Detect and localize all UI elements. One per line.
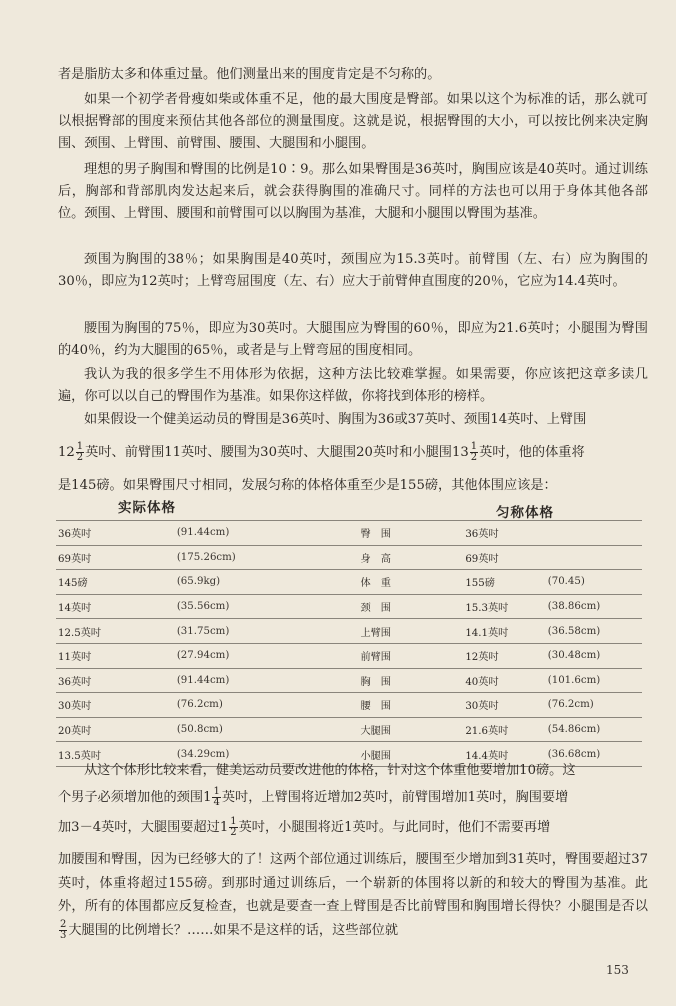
ideal-metric-value: (76.2cm) xyxy=(546,693,642,718)
table-row xyxy=(56,521,642,546)
ideal-value: 30英吋 xyxy=(463,693,545,718)
paragraph-7 xyxy=(58,409,648,431)
actual-value: 14英吋 xyxy=(56,594,175,619)
ideal-value: 36英吋 xyxy=(463,521,545,546)
fraction-whole: 13 xyxy=(452,445,469,460)
ideal-value: 14.1英吋 xyxy=(463,619,545,644)
paragraph-8-line-4 xyxy=(58,848,648,942)
paragraph-8-text: 大腿围的比例增长？……如果不是这样的话，这些部位就 xyxy=(68,922,399,938)
paragraph-8-text: 英吋，小腿围将近1英吋。与此同时，他们不需要再增 xyxy=(238,820,551,835)
body-part-label: 上臂围 xyxy=(336,619,463,644)
ideal-metric-value: (70.45) xyxy=(546,570,642,595)
actual-value: 36英吋 xyxy=(56,668,175,693)
table-header-ideal: 匀称体格 xyxy=(496,505,554,521)
ideal-value: 14.4英吋 xyxy=(463,742,545,767)
body-part-label: 腰 围 xyxy=(336,693,463,718)
actual-metric-value: (35.56cm) xyxy=(175,594,337,619)
paragraph-7-text: 英吋、前臂围11英吋、腰围为30英吋、大腿围20英吋和小腿围 xyxy=(85,445,452,460)
paragraph-7-text: 英吋，他的体重将 xyxy=(479,445,585,460)
actual-value: 13.5英吋 xyxy=(56,742,175,767)
actual-metric-value: (27.94cm) xyxy=(175,643,337,668)
table-row xyxy=(56,693,642,718)
body-part-label: 体 重 xyxy=(336,570,463,595)
paragraph-5: 腰围为胸围的75％，即应为30英吋。大腿围应为臀围的60％，即应为21.6英吋；小腿围为臀围的40％，约为大腿围的65％，或者是与上臂弯屈的围度相同。 xyxy=(58,321,648,358)
actual-value: 12.5英吋 xyxy=(56,619,175,644)
table-row xyxy=(56,570,642,595)
body-part-label: 小腿围 xyxy=(336,742,463,767)
paragraph-8-text: 加3－4英吋，大腿围要超过 xyxy=(58,820,220,835)
fraction-whole: 12 xyxy=(58,445,75,460)
ideal-value: 155磅 xyxy=(463,570,545,595)
ideal-value: 21.6英吋 xyxy=(463,717,545,742)
fraction-whole: 1 xyxy=(203,790,212,805)
body-part-label: 身 高 xyxy=(336,545,463,570)
body-part-label: 大腿围 xyxy=(336,717,463,742)
actual-metric-value: (50.8cm) xyxy=(175,717,337,742)
paragraph-1: 者是脂肪太多和体重过量。他们测量出来的围度肯定是不匀称的。 xyxy=(58,67,441,82)
ideal-metric-value: (36.58cm) xyxy=(546,619,642,644)
ideal-value: 12英吋 xyxy=(463,643,545,668)
actual-metric-value: (31.75cm) xyxy=(175,619,337,644)
fraction-whole: 1 xyxy=(219,820,229,835)
actual-value: 20英吋 xyxy=(56,717,175,742)
body-part-label: 前臂围 xyxy=(336,643,463,668)
fraction-one-half: $\frac{1}{2}$ xyxy=(470,441,478,463)
paragraph-7-line-3: 是145磅。如果臀围尺寸相同，发展匀称的体格体重至少是155磅，其他体围应该是： xyxy=(58,478,557,493)
paragraph-2: 如果一个初学者骨瘦如柴或体重不足，他的最大围度是臀部。如果以这个为标准的话，那么就可以根据臀部的围度来预估其他各部位的测量围度。这就是说，根据臀围的大小，可以按比例来决定胸围、颈围、上臂围、前臂围、腰围、大腿围和小腿围。 xyxy=(58,92,648,151)
paragraph-8-text: 英吋，上臂围将近增加2英吋，前臂围增加1英吋，胸围要增 xyxy=(221,790,569,805)
body-part-label: 颈 围 xyxy=(336,594,463,619)
actual-metric-value: (34.29cm) xyxy=(175,742,337,767)
table-header-actual: 实际体格 xyxy=(118,500,176,516)
paragraph-8-text: 个男子必须增加他的颈围 xyxy=(58,790,204,805)
fraction-one-quarter: $\frac{1}{4}$ xyxy=(213,786,220,808)
table-row xyxy=(56,717,642,742)
actual-value: 145磅 xyxy=(56,570,175,595)
ideal-value: 69英吋 xyxy=(463,545,545,570)
page-number: 153 xyxy=(606,963,629,977)
body-part-label: 臀 围 xyxy=(336,521,463,546)
paragraph-6: 我认为我的很多学生不用体形为依据，这种方法比较难掌握。如果需要，你应该把这章多读几遍，你可以以自己的臀围作为基准。如果你这样做，你将找到体形的榜样。 xyxy=(58,367,648,404)
paragraph-7-line-2 xyxy=(58,440,648,466)
ideal-metric-value xyxy=(546,545,642,570)
table-row xyxy=(56,643,642,668)
body-part-label: 胸 围 xyxy=(336,668,463,693)
fraction-two-thirds: $\frac{2}{3}$ xyxy=(60,918,67,941)
paragraph-8-text: 加腰围和臀围，因为已经够大的了！这两个部位通过训练后，腰围至少增加到31英吋，臀围要超过37英吋，体重将超过155磅。到那时通过训练后，一个崭新的体围将以新的和较大的臀围为基准。此外，所有的体围都应反复检查，也就是要查一查上臂围是否比前臂围和胸围增长得快？小腿围是否以 xyxy=(58,852,648,914)
paragraph-4: 颈围为胸围的38％；如果胸围是40英吋，颈围应为15.3英吋。前臂围（左、右）应为胸围的30％，即应为12英吋；上臂弯屈围度（左、右）应大于前臂伸直围度的20％，它应为14.4英吋。 xyxy=(58,252,648,289)
fraction-one-half: $\frac{1}{2}$ xyxy=(76,441,84,463)
table-row xyxy=(56,545,642,570)
actual-metric-value: (91.44cm) xyxy=(175,521,337,546)
paragraph-3: 理想的男子胸围和臀围的比例是10∶9。那么如果臀围是36英吋，胸围应该是40英吋。通过训练后，胸部和背部肌肉发达起来后，就会获得胸围的准确尺寸。同样的方法也可以用于身体其他各部位。颈围、上臂围、腰围和前臂围可以以胸围为基准，大腿和小腿围以臀围为基准。 xyxy=(58,162,648,221)
paragraph-8-line-1: 从这个体形比较来看，健美运动员要改进他的体格，针对这个体重他要增加10磅。这 xyxy=(84,763,576,778)
body-measurement-table xyxy=(56,520,642,767)
actual-value: 11英吋 xyxy=(56,643,175,668)
table-row xyxy=(56,668,642,693)
ideal-value: 15.3英吋 xyxy=(463,594,545,619)
fraction-one-half: $\frac{1}{2}$ xyxy=(230,816,237,838)
ideal-value: 40英吋 xyxy=(463,668,545,693)
actual-value: 30英吋 xyxy=(56,693,175,718)
ideal-metric-value: (54.86cm) xyxy=(546,717,642,742)
table-row xyxy=(56,619,642,644)
actual-value: 69英吋 xyxy=(56,545,175,570)
paragraph-8-line-3 xyxy=(58,815,648,841)
ideal-metric-value: (30.48cm) xyxy=(546,643,642,668)
ideal-metric-value: (36.68cm) xyxy=(546,742,642,767)
actual-metric-value: (76.2cm) xyxy=(175,693,337,718)
paragraph-8-line-2 xyxy=(58,785,648,811)
actual-metric-value: (65.9kg) xyxy=(175,570,337,595)
ideal-metric-value: (101.6cm) xyxy=(546,668,642,693)
actual-metric-value: (91.44cm) xyxy=(175,668,337,693)
paragraph-7-line-1: 如果假设一个健美运动员的臀围是36英吋、胸围为36或37英吋、颈围14英吋、上臂围 xyxy=(84,412,587,427)
ideal-metric-value: (38.86cm) xyxy=(546,594,642,619)
actual-value: 36英吋 xyxy=(56,521,175,546)
actual-metric-value: (175.26cm) xyxy=(175,545,337,570)
ideal-metric-value xyxy=(546,521,642,546)
table-row xyxy=(56,594,642,619)
